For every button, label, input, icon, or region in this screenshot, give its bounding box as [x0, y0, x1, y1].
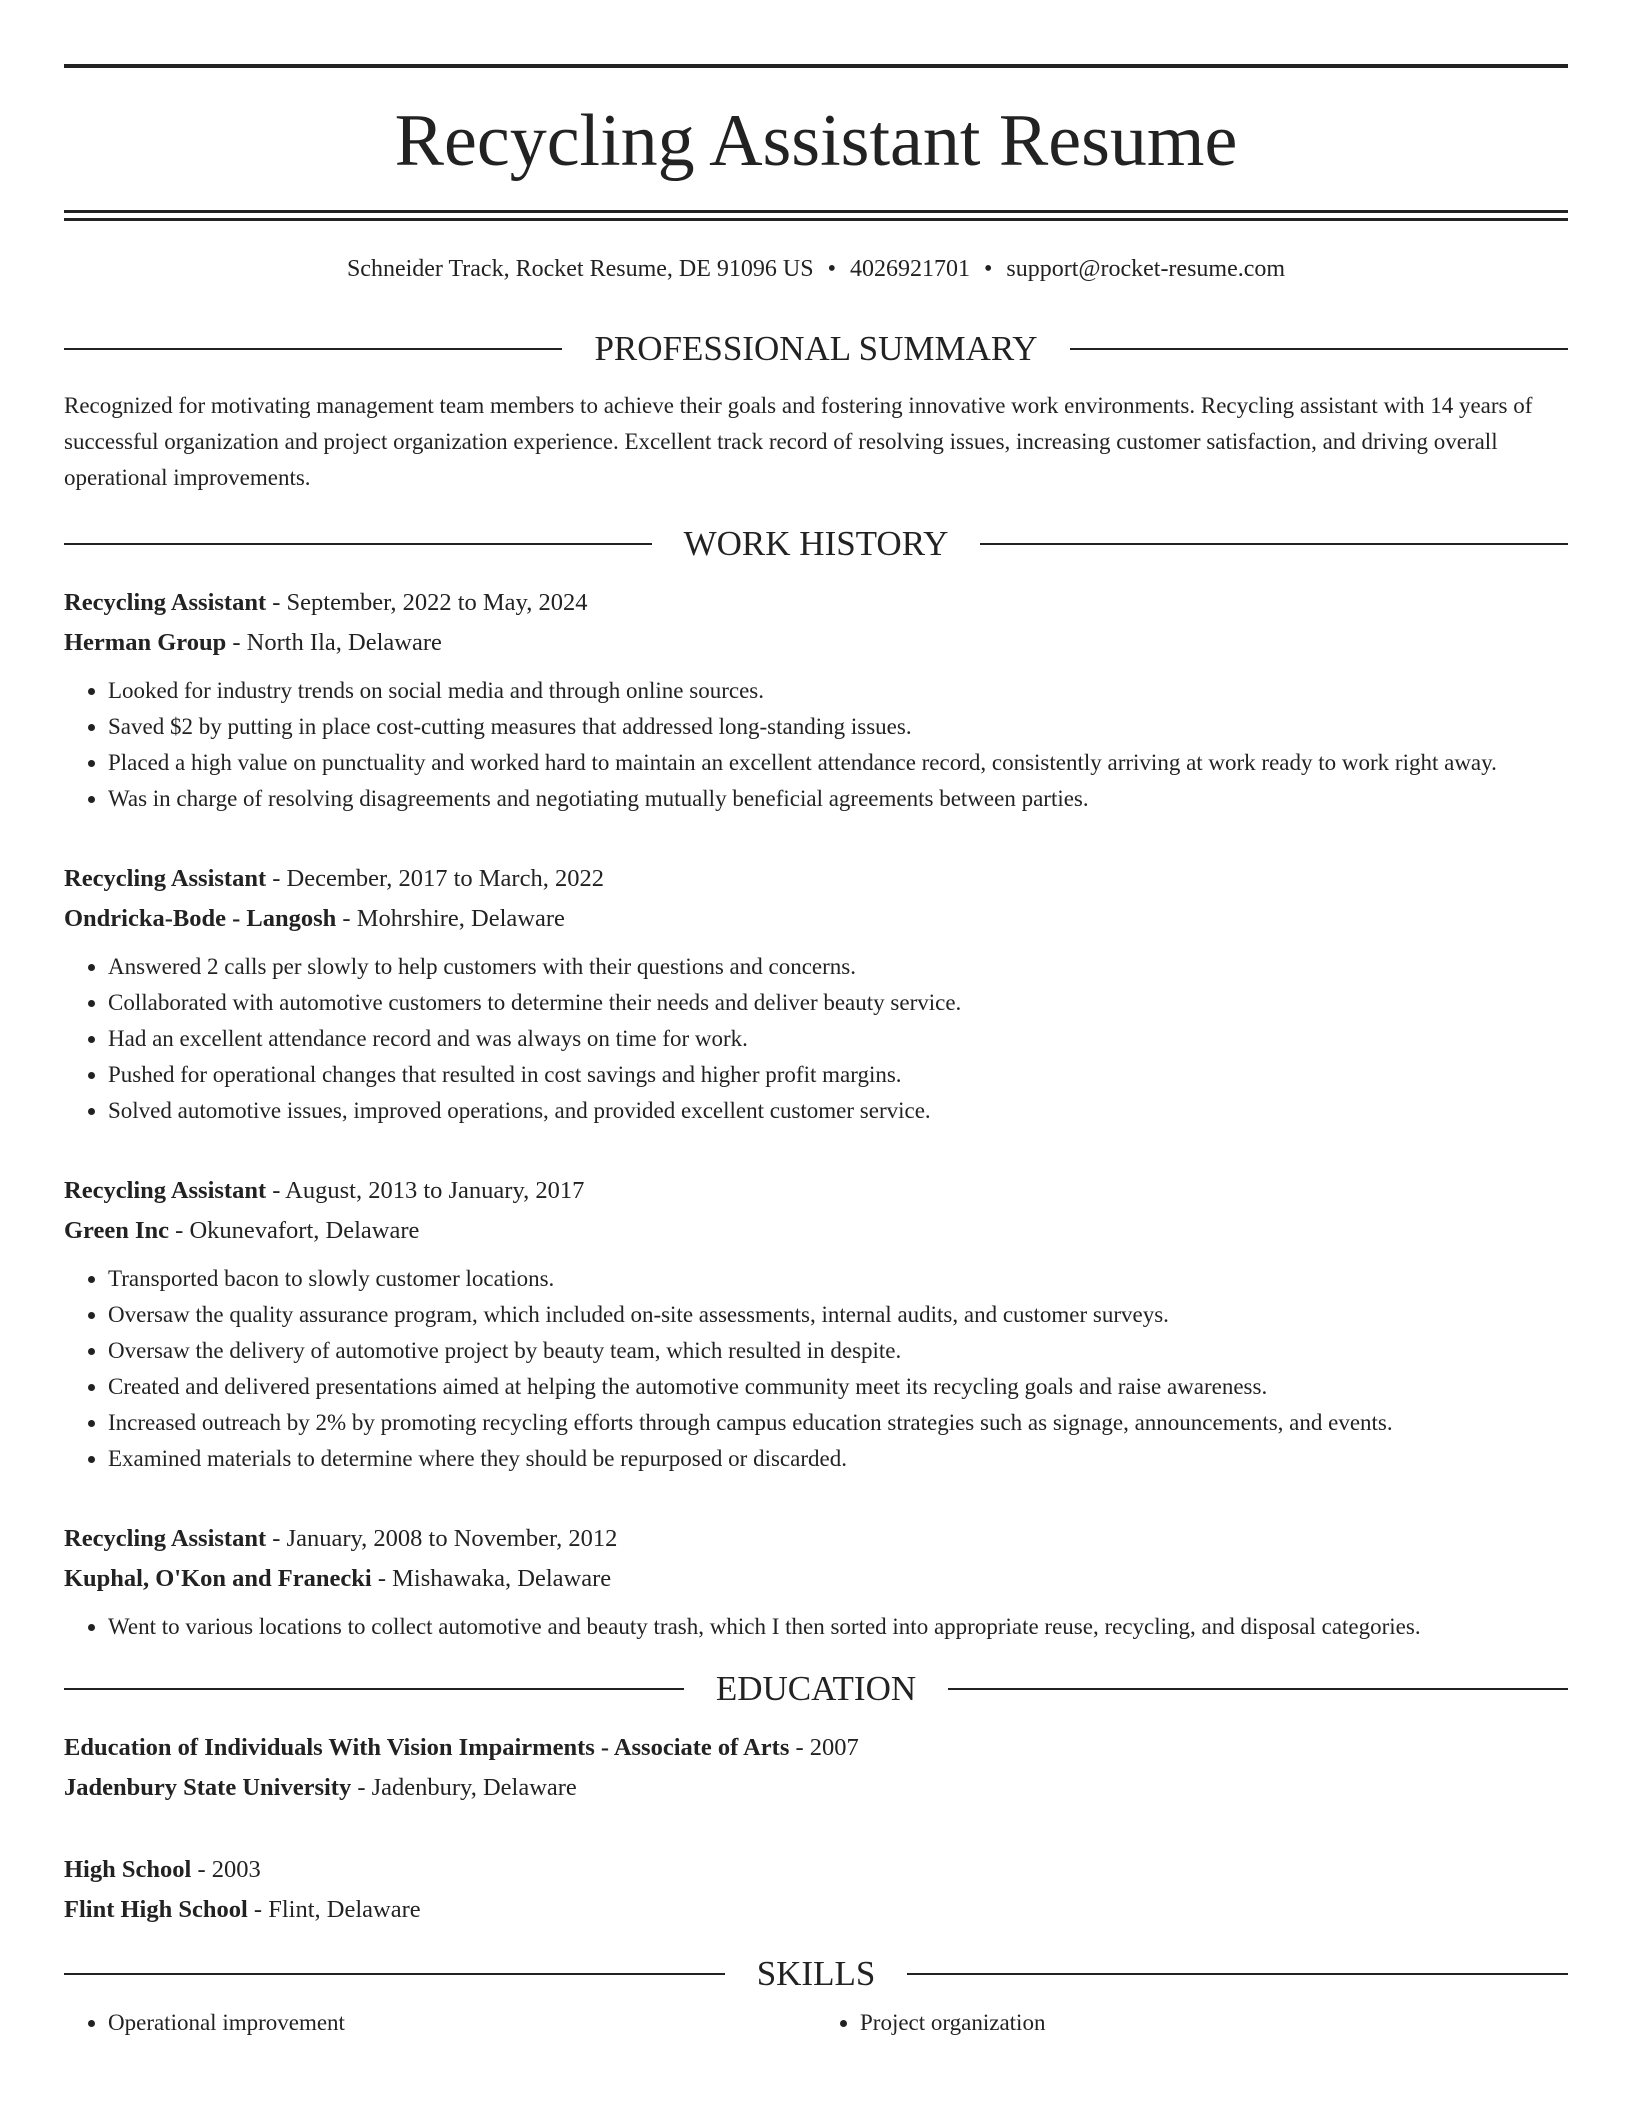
contact-email: support@rocket-resume.com: [1006, 256, 1286, 282]
education-degree: Education of Individuals With Vision Impairments - Associate of Arts: [64, 1734, 790, 1761]
job-bullet: • Had an excellent attendance record and was always on time for work.: [108, 1021, 1568, 1057]
section-title-work: WORK HISTORY: [683, 524, 949, 563]
job-bullet: • Collaborated with automotive customers to determine their needs and deliver beauty service.: [108, 985, 1568, 1021]
job-title-line: [64, 583, 1568, 623]
job-company: Kuphal, O'Kon and Franecki: [64, 1565, 372, 1592]
top-rule: [64, 64, 1568, 68]
job-title: Recycling Assistant: [64, 1525, 267, 1552]
section-rule-right: [907, 1973, 1568, 1975]
section-header-education: [64, 1671, 1568, 1706]
job-title-line: [64, 1519, 1568, 1559]
job-bullets: [64, 1609, 1568, 1645]
job-bullets: [64, 1261, 1568, 1477]
title-double-rule: [64, 210, 1568, 221]
contact-separator: •: [983, 256, 993, 282]
job-bullet: • Looked for industry trends on social media and through online sources.: [108, 673, 1568, 709]
contact-line: [64, 257, 1568, 281]
job-bullet: • Increased outreach by 2% by promoting recycling efforts through campus education strategies such as signage, announcements, and events.: [108, 1405, 1568, 1441]
section-rule-left: [64, 1973, 725, 1975]
section-rule-right: [980, 543, 1568, 545]
education-degree: High School: [64, 1856, 192, 1883]
job-company: Herman Group: [64, 629, 227, 656]
section-header-skills: [64, 1956, 1568, 1991]
job-title: Recycling Assistant: [64, 865, 267, 892]
job-entry: [64, 1519, 1568, 1645]
job-company-line: [64, 899, 1568, 939]
contact-separator: •: [827, 256, 836, 282]
section-title-summary: PROFESSIONAL SUMMARY: [594, 329, 1038, 368]
education-entry: [64, 1850, 1568, 1930]
section-rule-right: [1070, 348, 1568, 350]
job-title-line: [64, 859, 1568, 899]
job-entry: [64, 1171, 1568, 1477]
section-title-skills: SKILLS: [756, 1954, 876, 1993]
section-header-work: [64, 526, 1568, 561]
job-bullet: • Solved automotive issues, improved operations, and provided excellent customer service.: [108, 1093, 1568, 1129]
resume-page: [64, 64, 1568, 2041]
section-title-education: EDUCATION: [715, 1669, 917, 1708]
job-bullet: • Saved $2 by putting in place cost-cutting measures that addressed long-standing issues.: [108, 709, 1568, 745]
education-list: [64, 1728, 1568, 1930]
job-bullet: • Transported bacon to slowly customer locations.: [108, 1261, 1568, 1297]
job-bullet: • Oversaw the quality assurance program, which included on-site assessments, internal audits, and customer surveys.: [108, 1297, 1568, 1333]
skills-list-left: [64, 2005, 816, 2041]
education-school: Jadenbury State University: [64, 1774, 352, 1801]
job-dates: - September, 2022 to May, 2024: [266, 589, 588, 616]
job-title-line: [64, 1171, 1568, 1211]
skills-list-right: [816, 2005, 1568, 2041]
contact-phone: 4026921701: [849, 256, 970, 282]
section-rule-left: [64, 348, 562, 350]
contact-address: Schneider Track, Rocket Resume, DE 91096 US: [346, 256, 814, 282]
section-rule-left: [64, 1688, 684, 1690]
section-header-summary: [64, 331, 1568, 366]
job-company: Ondricka-Bode - Langosh: [64, 905, 337, 932]
job-title: Recycling Assistant: [64, 1177, 267, 1204]
job-location: - Okunevafort, Delaware: [169, 1217, 420, 1244]
job-bullets: [64, 949, 1568, 1129]
resume-title: Recycling Assistant Resume: [394, 100, 1238, 182]
job-bullet: • Pushed for operational changes that resulted in cost savings and higher profit margins.: [108, 1057, 1568, 1093]
job-location: - North Ila, Delaware: [226, 629, 442, 656]
education-year: - 2003: [191, 1856, 261, 1883]
job-dates: - December, 2017 to March, 2022: [266, 865, 604, 892]
job-bullet: • Oversaw the delivery of automotive project by beauty team, which resulted in despite.: [108, 1333, 1568, 1369]
job-bullet: • Went to various locations to collect automotive and beauty trash, which I then sorted into appropriate reuse, recycling, and disposal categories.: [108, 1609, 1568, 1645]
education-school-line: [64, 1768, 1568, 1808]
job-company-line: [64, 1211, 1568, 1251]
job-bullet: • Was in charge of resolving disagreements and negotiating mutually beneficial agreements between parties.: [108, 781, 1568, 817]
education-location: - Jadenbury, Delaware: [351, 1774, 577, 1801]
education-school: Flint High School: [64, 1896, 248, 1923]
job-company-line: [64, 1559, 1568, 1599]
work-history-list: [64, 583, 1568, 1645]
job-dates: - August, 2013 to January, 2017: [266, 1177, 585, 1204]
education-year: - 2007: [789, 1734, 859, 1761]
summary-text: Recognized for motivating management team members to achieve their goals and fostering innovative work environments. Recycling assistant with 14 years of successful organization and project organization experience. Excellent track record of resolving issues, increasing customer satisfaction, and driving overall operational improvements.: [64, 393, 1533, 490]
job-company-line: [64, 623, 1568, 663]
job-entry: [64, 859, 1568, 1129]
job-location: - Mishawaka, Delaware: [371, 1565, 612, 1592]
section-rule-right: [948, 1688, 1568, 1690]
skill-item: • Operational improvement: [108, 2005, 816, 2041]
job-title: Recycling Assistant: [64, 589, 267, 616]
job-bullet: • Answered 2 calls per slowly to help customers with their questions and concerns.: [108, 949, 1568, 985]
education-degree-line: [64, 1850, 1568, 1890]
section-rule-left: [64, 543, 652, 545]
education-location: - Flint, Delaware: [247, 1896, 421, 1923]
skill-item: • Project organization: [860, 2005, 1568, 2041]
education-school-line: [64, 1890, 1568, 1930]
job-bullet: • Created and delivered presentations aimed at helping the automotive community meet its recycling goals and raise awareness.: [108, 1369, 1568, 1405]
skills-columns: [64, 1991, 1568, 2041]
job-company: Green Inc: [64, 1217, 170, 1244]
education-degree-line: [64, 1728, 1568, 1768]
job-bullet: • Examined materials to determine where they should be repurposed or discarded.: [108, 1441, 1568, 1477]
job-bullet: • Placed a high value on punctuality and worked hard to maintain an excellent attendance record, consistently arriving at work ready to work right away.: [108, 745, 1568, 781]
job-location: - Mohrshire, Delaware: [336, 905, 565, 932]
job-bullets: [64, 673, 1568, 817]
job-dates: - January, 2008 to November, 2012: [266, 1525, 618, 1552]
education-entry: [64, 1728, 1568, 1808]
job-entry: [64, 583, 1568, 817]
